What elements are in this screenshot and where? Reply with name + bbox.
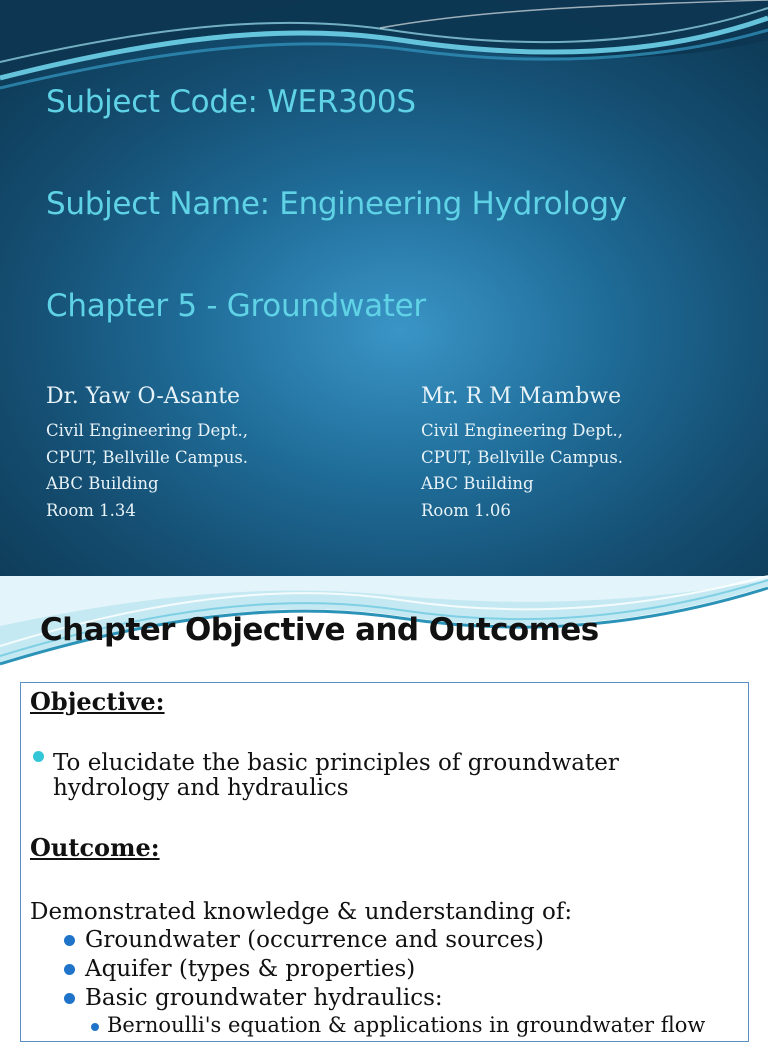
subject-code: Subject Code: WER300S — [46, 84, 416, 120]
author-detail-line: Room 1.34 — [46, 500, 136, 520]
outcome-item: Aquifer (types & properties) — [85, 956, 416, 982]
author-detail-line: Civil Engineering Dept., — [421, 421, 623, 440]
objective-text — [53, 751, 619, 801]
author-detail-line: CPUT, Bellville Campus. — [421, 447, 624, 467]
objectives-slide — [0, 576, 768, 1037]
author-detail-line: CPUT, Bellville Campus. — [46, 447, 249, 467]
outcome-subitem: Bernoulli's equation & applications in groundwater flow — [107, 1013, 706, 1037]
objective-text-line: To elucidate the basic principles of groundwater hydrology and hydraulics — [53, 750, 619, 801]
content-box — [20, 682, 749, 1042]
sub-bullet-icon — [91, 1023, 99, 1031]
author-name: Mr. R M Mambwe — [421, 384, 622, 409]
bullet-icon — [64, 935, 75, 946]
author-block — [46, 384, 248, 524]
bullet-icon — [33, 751, 44, 762]
author-detail-line: Room 1.06 — [421, 500, 511, 520]
author-detail-line: Civil Engineering Dept., — [46, 421, 248, 440]
slide-title: Chapter Objective and Outcomes — [40, 612, 599, 648]
bullet-icon — [64, 993, 75, 1004]
outcome-item: Groundwater (occurrence and sources) — [85, 927, 545, 953]
outcome-heading: Outcome: — [30, 833, 160, 862]
subject-name: Subject Name: Engineering Hydrology — [46, 186, 627, 222]
author-name: Dr. Yaw O-Asante — [46, 384, 241, 409]
author-block — [421, 384, 623, 524]
author-detail-line: ABC Building — [46, 474, 159, 493]
objective-heading: Objective: — [30, 687, 165, 716]
chapter-title: Chapter 5 - Groundwater — [46, 288, 426, 324]
outcome-intro: Demonstrated knowledge & understanding of: — [30, 899, 573, 925]
outcome-item: Basic groundwater hydraulics: — [85, 985, 443, 1011]
bullet-icon — [64, 964, 75, 975]
author-detail-line: ABC Building — [421, 474, 534, 493]
